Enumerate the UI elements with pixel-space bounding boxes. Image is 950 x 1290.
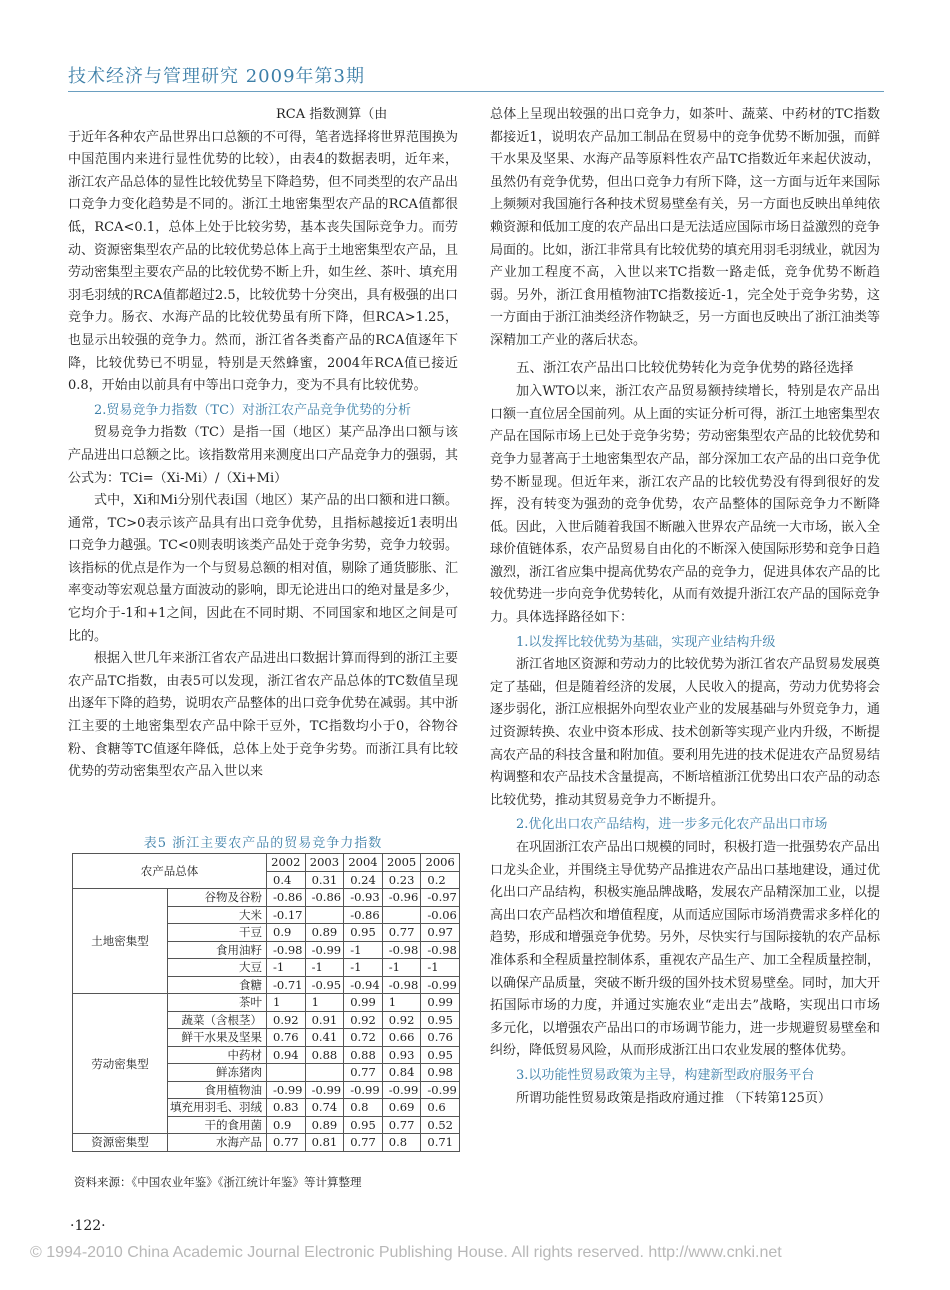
table-cell: -0.98	[267, 941, 306, 959]
year-header: 2002	[267, 854, 306, 872]
table-cell	[267, 1064, 306, 1082]
item-cell: 干的食用菌	[168, 1116, 267, 1134]
table-cell: 0.95	[421, 1011, 460, 1029]
table-cell: 0.81	[305, 1134, 344, 1152]
table-row	[73, 1134, 460, 1152]
item-cell: 干豆	[168, 924, 267, 942]
table-cell: 0.9	[267, 1116, 306, 1134]
table-cell: 0.76	[267, 1029, 306, 1047]
table-cell: 1	[267, 994, 306, 1012]
table-cell: 0.97	[421, 924, 460, 942]
category-cell: 土地密集型	[73, 889, 168, 994]
table-cell: 0.66	[382, 1029, 421, 1047]
table-cell: 0.4	[267, 871, 306, 889]
table-cell: 0.92	[382, 1011, 421, 1029]
subsection-heading: 1.以发挥比较优势为基础，实现产业结构升级	[516, 634, 776, 650]
table-cell: 0.89	[305, 924, 344, 942]
table-cell: -0.96	[382, 889, 421, 907]
category-cell: 劳动密集型	[73, 994, 168, 1134]
year-header: 2005	[382, 854, 421, 872]
table-cell: 0.94	[267, 1046, 306, 1064]
table-cell: -0.98	[382, 976, 421, 994]
table-source-note: 资料来源：《中国农业年鉴》《浙江统计年鉴》等计算整理	[74, 1175, 362, 1189]
table-cell: 0.84	[382, 1064, 421, 1082]
table-cell: 0.99	[344, 994, 383, 1012]
table-cell: -0.99	[344, 1081, 383, 1099]
paragraph: 总体上呈现出较强的出口竞争力，如茶叶、蔬菜、中药材的TC指数都接近1，说明农产品加工制品在贸易中的竞争优势不断加强，而鲜干水果及坚果、水海产品等原料性农产品TC指数近年来起伏波动，虽然仍有竞争优势，但出口竞争力有所下降，这一方面与近年来国际上频频对我国施行各种技术贸易壁垒有关，另一方面也反映出单纯依赖资源和低加工度的农产品出口是无法适应国际市场日益激烈的竞争局面的。比如，浙江非常具有比较优势的填充用羽毛羽绒业，就因为产业加工程度不高，入世以来TC指数一路走低，竞争优势不断趋弱。另外，浙江食用植物油TC指数接近-1，完全处于竞争劣势，这一方面由于浙江油类经济作物缺乏，另一方面也反映出了浙江油类等深精加工产业的落后状态。	[490, 107, 881, 348]
table-cell: 1	[305, 994, 344, 1012]
item-cell: 食糖	[168, 976, 267, 994]
table-cell	[382, 906, 421, 924]
category-cell: 资源密集型	[73, 1134, 168, 1152]
table-cell: 0.98	[421, 1064, 460, 1082]
table-cell: 0.76	[421, 1029, 460, 1047]
table-cell: -1	[344, 959, 383, 977]
table-cell: 0.24	[344, 871, 383, 889]
table-cell: 0.88	[344, 1046, 383, 1064]
table-cell: -1	[305, 959, 344, 977]
item-cell: 大豆	[168, 959, 267, 977]
table-cell	[305, 906, 344, 924]
table-cell: 0.77	[267, 1134, 306, 1152]
table-cell: -0.99	[305, 1081, 344, 1099]
year-header: 2003	[305, 854, 344, 872]
table-caption: 表5 浙江主要农产品的贸易竞争力指数	[143, 836, 383, 851]
copyright-watermark: © 1994-2010 China Academic Journal Electronic Publishing House. All rights reserved. http://www.cnki.net	[30, 1244, 782, 1261]
section-heading: 2.贸易竞争力指数（TC）对浙江农产品竞争优势的分析	[94, 402, 412, 418]
item-cell: 中药材	[168, 1046, 267, 1064]
table-cell: 0.9	[267, 924, 306, 942]
paragraph: 贸易竞争力指数（TC）是指一国（地区）某产品净出口额与该产品进出口总额之比。该指数常用来测度出口产品竞争力的强弱，其公式为：TCi=（Xi-Mi）/（Xi+Mi）	[68, 425, 459, 486]
table-cell: 0.41	[305, 1029, 344, 1047]
table-cell: -0.93	[344, 889, 383, 907]
table-cell: -1	[267, 959, 306, 977]
table-cell: 0.95	[344, 1116, 383, 1134]
table-cell: 0.92	[267, 1011, 306, 1029]
table-cell: 0.88	[305, 1046, 344, 1064]
year-header: 2006	[421, 854, 460, 872]
table-cell: -0.99	[421, 1081, 460, 1099]
table-cell: 0.99	[421, 994, 460, 1012]
table-cell: -1	[344, 941, 383, 959]
table-cell: -0.98	[421, 941, 460, 959]
table-cell: 0.92	[344, 1011, 383, 1029]
table-cell: -0.97	[421, 889, 460, 907]
table-cell: -0.86	[344, 906, 383, 924]
table-cell: -0.71	[267, 976, 306, 994]
table-cell: -0.99	[267, 1081, 306, 1099]
table-cell: 0.95	[344, 924, 383, 942]
item-cell: 蔬菜（含根茎）	[168, 1011, 267, 1029]
table-header-row	[73, 854, 460, 872]
table-cell: 0.69	[382, 1099, 421, 1117]
table-cell: 0.52	[421, 1116, 460, 1134]
table-cell: -0.95	[305, 976, 344, 994]
paragraph: 式中，Xi和Mi分别代表i国（地区）某产品的出口额和进口额。通常，TC>0表示该产品具有出口竞争优势，且指标越接近1表明出口竞争力越强。TC<0则表明该类产品处于竞争劣势，竞争力较弱。该指标的优点是作为一个与贸易总额的相对值，剔除了通货膨胀、汇率变动等宏观总量方面波动的影响，即无论进出口的绝对量是多少，它均介于-1和+1之间，因此在不同时期、不同国家和地区之间是可比的。	[68, 493, 459, 644]
table-cell: 0.6	[421, 1099, 460, 1117]
table-header-cell: 农产品总体	[73, 854, 267, 889]
table-cell: 1	[382, 994, 421, 1012]
section-heading: 五、浙江农产品出口比较优势转化为竞争优势的路径选择	[516, 359, 854, 376]
item-cell: 大米	[168, 906, 267, 924]
item-cell: 水海产品	[168, 1134, 267, 1152]
table-cell: -0.86	[305, 889, 344, 907]
paragraph: 所谓功能性贸易政策是指政府通过推 （下转第125页）	[516, 1090, 831, 1106]
tc-index-table	[72, 853, 460, 1152]
table-cell: -1	[421, 959, 460, 977]
table-cell: 0.72	[344, 1029, 383, 1047]
header-rule	[68, 91, 884, 92]
item-cell: 鲜干水果及坚果	[168, 1029, 267, 1047]
table-cell: 0.93	[382, 1046, 421, 1064]
table-cell: -1	[382, 959, 421, 977]
item-cell: 食用油籽	[168, 941, 267, 959]
table-cell: 0.83	[267, 1099, 306, 1117]
table-cell	[305, 1064, 344, 1082]
item-cell: 食用植物油	[168, 1081, 267, 1099]
year-header: 2004	[344, 854, 383, 872]
table-cell: 0.77	[344, 1064, 383, 1082]
table-cell: 0.77	[344, 1134, 383, 1152]
table-cell: 0.8	[382, 1134, 421, 1152]
paragraph: 于近年各种农产品世界出口总额的不可得，笔者选择将世界范围换为中国范围内来进行显性优势的比较），由表4的数据表明，近年来，浙江农产品总体的显性比较优势呈下降趋势，但不同类型的农产品出口竞争力变化趋势是不同的。浙江土地密集型农产品的RCA值都很低，RCA<0.1，总体上处于比较劣势，基本丧失国际竞争力。而劳动、资源密集型农产品的比较优势总体上高于土地密集型农产品，且劳动密集型主要农产品的比较优势不断上升，如生丝、茶叶、填充用羽毛羽绒的RCA值都超过2.5，比较优势十分突出，具有极强的出口竞争力。肠衣、水海产品的比较优势虽有所下降，但RCA>1.25，也显示出较强的竞争力。然而，浙江省各类畜产品的RCA值逐年下降，比较优势已不明显，特别是天然蜂蜜，2004年RCA值已接近0.8，开始由以前具有中等出口竞争力，变为不具有比较优势。	[68, 129, 459, 394]
item-cell: 填充用羽毛、羽绒	[168, 1099, 267, 1117]
table-cell: -0.99	[305, 941, 344, 959]
paragraph: 加入WTO以来，浙江农产品贸易额持续增长，特别是农产品出口额一直位居全国前列。从上面的实证分析可得，浙江土地密集型农产品在国际市场上已处于竞争劣势；劳动密集型农产品的比较优势和竞争力显著高于土地密集型农产品，部分深加工农产品的出口竞争优势不断显现。但近年来，浙江农产品的比较优势没有得到很好的发挥，没有转变为强劲的竞争优势，农产品整体的国际竞争力不断降低。因此，入世后随着我国不断融入世界农产品统一大市场，嵌入全球价值链体系，农产品贸易自由化的不断深入使国际形势和竞争日趋激烈，浙江省应集中提高优势农产品的竞争力，促进具体农产品的比较优势进一步向竞争优势转化，从而有效提升浙江农产品的国际竞争力。具体选择路径如下：	[490, 384, 881, 626]
table-cell: 0.74	[305, 1099, 344, 1117]
paragraph: 浙江省地区资源和劳动力的比较优势为浙江省农产品贸易发展奠定了基础，但是随着经济的发展，人民收入的提高，劳动力优势将会逐步弱化，浙江应根据外向型农业产业的发展基础与外贸竞争力，通过资源转换、农业中资本形成、技术创新等实现产业内升级，不断提高农产品的科技含量和附加值。要利用先进的技术促进农产品贸易结构调整和农产品技术含量提高，不断培植浙江优势出口农产品的动态比较优势，推动其贸易竞争力不断提升。	[490, 657, 881, 808]
table-row	[73, 994, 460, 1012]
table-cell: 0.77	[382, 924, 421, 942]
paragraph: 根据入世几年来浙江省农产品进出口数据计算而得到的浙江主要农产品TC指数，由表5可以发现，浙江省农产品总体的TC数值呈现出逐年下降的趋势，说明农产品整体的出口竞争优势在减弱。其中浙江主要的土地密集型农产品中除干豆外，TC指数均小于0，谷物谷粉、食糖等TC值逐年降低，总体上处于竞争劣势。而浙江具有比较优势的劳动密集型农产品入世以来	[68, 651, 459, 780]
table-cell: 0.77	[382, 1116, 421, 1134]
table-cell: 0.8	[344, 1099, 383, 1117]
table-cell: -0.17	[267, 906, 306, 924]
table-cell: 0.23	[382, 871, 421, 889]
table-cell: -0.06	[421, 906, 460, 924]
item-cell: 谷物及谷粉	[168, 889, 267, 907]
table-cell: -0.86	[267, 889, 306, 907]
table-cell: -0.99	[421, 976, 460, 994]
journal-header: 技术经济与管理研究 2009年第3期	[68, 66, 365, 87]
page-number: ·122·	[70, 1218, 106, 1234]
table-cell: -0.98	[382, 941, 421, 959]
table-row	[73, 889, 460, 907]
item-cell: 鲜冻猪肉	[168, 1064, 267, 1082]
table-cell: -0.99	[382, 1081, 421, 1099]
table-cell: 0.91	[305, 1011, 344, 1029]
table-cell: 0.89	[305, 1116, 344, 1134]
subsection-heading: 2.优化出口农产品结构，进一步多元化农产品出口市场	[516, 817, 828, 833]
table-cell: 0.2	[421, 871, 460, 889]
right-column	[490, 104, 880, 1110]
paragraph: RCA 指数测算（由	[276, 107, 388, 122]
paragraph: 在巩固浙江农产品出口规模的同时，积极打造一批强势农产品出口龙头企业，并围绕主导优势产品推进农产品出口基地建设，通过优化出口产品结构，积极实施品牌战略，发展农产品精深加工业，以提高出口农产品档次和增值程度，从而适应国际市场消费需求多样化的趋势，形成和增强竞争优势。另外，尽快实行与国际接轨的农产品标准体系和全程质量控制体系，重视农产品生产、加工全程质量控制，以确保产品质量，突破不断升级的国外技术贸易壁垒。同时，加大开拓国际市场的力度，并通过实施农业“走出去”战略，实现出口市场多元化，以增强农产品出口的市场调节能力，进一步规避贸易壁垒和纠纷，降低贸易风险，从而形成浙江出口农业发展的整体优势。	[490, 840, 881, 1059]
subsection-heading: 3.以功能性贸易政策为主导，构建新型政府服务平台	[516, 1067, 815, 1083]
table-cell: 0.31	[305, 871, 344, 889]
table-cell: 0.71	[421, 1134, 460, 1152]
table-cell: 0.95	[421, 1046, 460, 1064]
table-cell: -0.94	[344, 976, 383, 994]
left-column	[68, 104, 458, 784]
item-cell: 茶叶	[168, 994, 267, 1012]
